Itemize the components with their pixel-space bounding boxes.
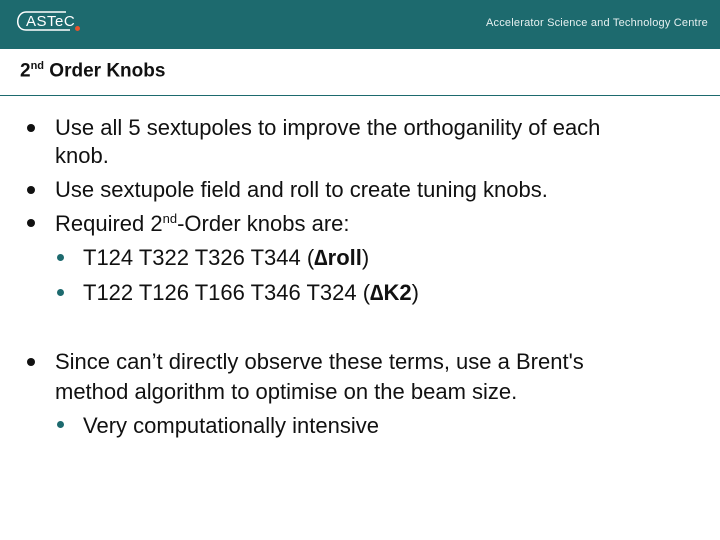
header-bar xyxy=(0,0,720,49)
sub-bullet-intensive: Very computationally intensive xyxy=(83,413,379,438)
bullet-dot xyxy=(27,124,35,132)
sub-bullet-roll-post: ) xyxy=(361,245,370,270)
bullet-dot xyxy=(27,219,35,227)
title-ordinal: nd xyxy=(30,60,45,72)
bullet-3-sup: nd xyxy=(162,211,178,226)
bullet-1-line-1: Use all 5 sextupoles to improve the orthoganility of each xyxy=(55,115,601,140)
centre-name: Accelerator Science and Technology Centre xyxy=(485,17,708,29)
title-rest: Order Knobs xyxy=(44,60,166,82)
logo-dot xyxy=(75,26,80,31)
bullet-dot xyxy=(27,358,35,366)
bullet-3 xyxy=(55,209,350,239)
bullet-4-line-1: Since can’t directly observe these terms, use a Brent's xyxy=(55,349,584,374)
slide-title xyxy=(20,60,165,82)
sub-bullet-k2-pre: T122 T126 T166 T346 T324 ( xyxy=(83,280,371,305)
bullet-2: Use sextupole field and roll to create tuning knobs. xyxy=(55,177,548,202)
bullet-1-line-2: knob. xyxy=(55,143,109,168)
bullet-dot xyxy=(27,186,35,194)
sub-bullet-roll-symbol: ∆roll xyxy=(314,245,362,270)
bullet-3-pre: Required 2 xyxy=(55,211,163,236)
sub-bullet-dot xyxy=(57,289,64,296)
bullet-4-line-2: method algorithm to optimise on the beam size. xyxy=(55,379,518,404)
sub-bullet-roll xyxy=(83,243,369,273)
logo-text: ASTeC xyxy=(26,13,76,30)
title-divider xyxy=(0,95,720,96)
sub-bullet-dot xyxy=(57,421,64,428)
sub-bullet-k2-symbol: ∆K2 xyxy=(370,280,412,305)
sub-bullet-k2-post: ) xyxy=(411,280,419,305)
sub-bullet-dot xyxy=(57,254,64,261)
sub-bullet-roll-pre: T124 T322 T326 T344 ( xyxy=(83,245,315,270)
bullet-3-post: -Order knobs are: xyxy=(177,211,350,236)
sub-bullet-k2 xyxy=(83,278,419,308)
astec-logo xyxy=(14,9,76,35)
title-number: 2 xyxy=(20,60,31,82)
